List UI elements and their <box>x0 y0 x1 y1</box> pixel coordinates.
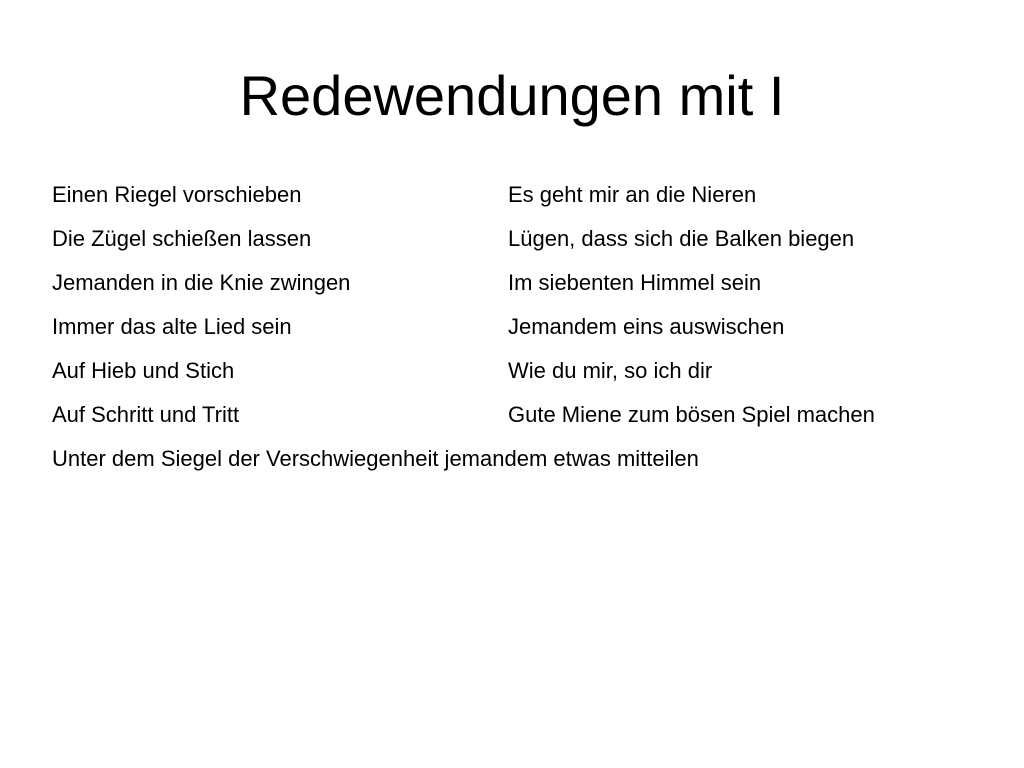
phrase-row <box>52 400 992 444</box>
phrase-row <box>52 312 992 356</box>
phrase-right: Es geht mir an die Nieren <box>508 182 757 207</box>
phrase-left: Auf Hieb und Stich <box>52 358 235 383</box>
phrase-full-width: Unter dem Siegel der Verschwiegenheit jemandem etwas mitteilen <box>52 446 699 471</box>
phrase-right: Im siebenten Himmel sein <box>508 270 762 295</box>
phrase-list <box>52 180 992 488</box>
phrase-left: Immer das alte Lied sein <box>52 314 292 339</box>
phrase-row <box>52 224 992 268</box>
phrase-left: Einen Riegel vorschieben <box>52 182 302 207</box>
slide-title: Redewendungen mit I <box>239 64 785 127</box>
phrase-right: Jemandem eins auswischen <box>508 314 785 339</box>
phrase-row-full <box>52 444 992 488</box>
phrase-right: Wie du mir, so ich dir <box>508 358 713 383</box>
phrase-row <box>52 268 992 312</box>
phrase-left: Auf Schritt und Tritt <box>52 402 240 427</box>
phrase-left: Die Zügel schießen lassen <box>52 226 312 251</box>
phrase-right: Lügen, dass sich die Balken biegen <box>508 226 855 251</box>
phrase-row <box>52 356 992 400</box>
phrase-row <box>52 180 992 224</box>
phrase-left: Jemanden in die Knie zwingen <box>52 270 351 295</box>
phrase-right: Gute Miene zum bösen Spiel machen <box>508 402 875 427</box>
